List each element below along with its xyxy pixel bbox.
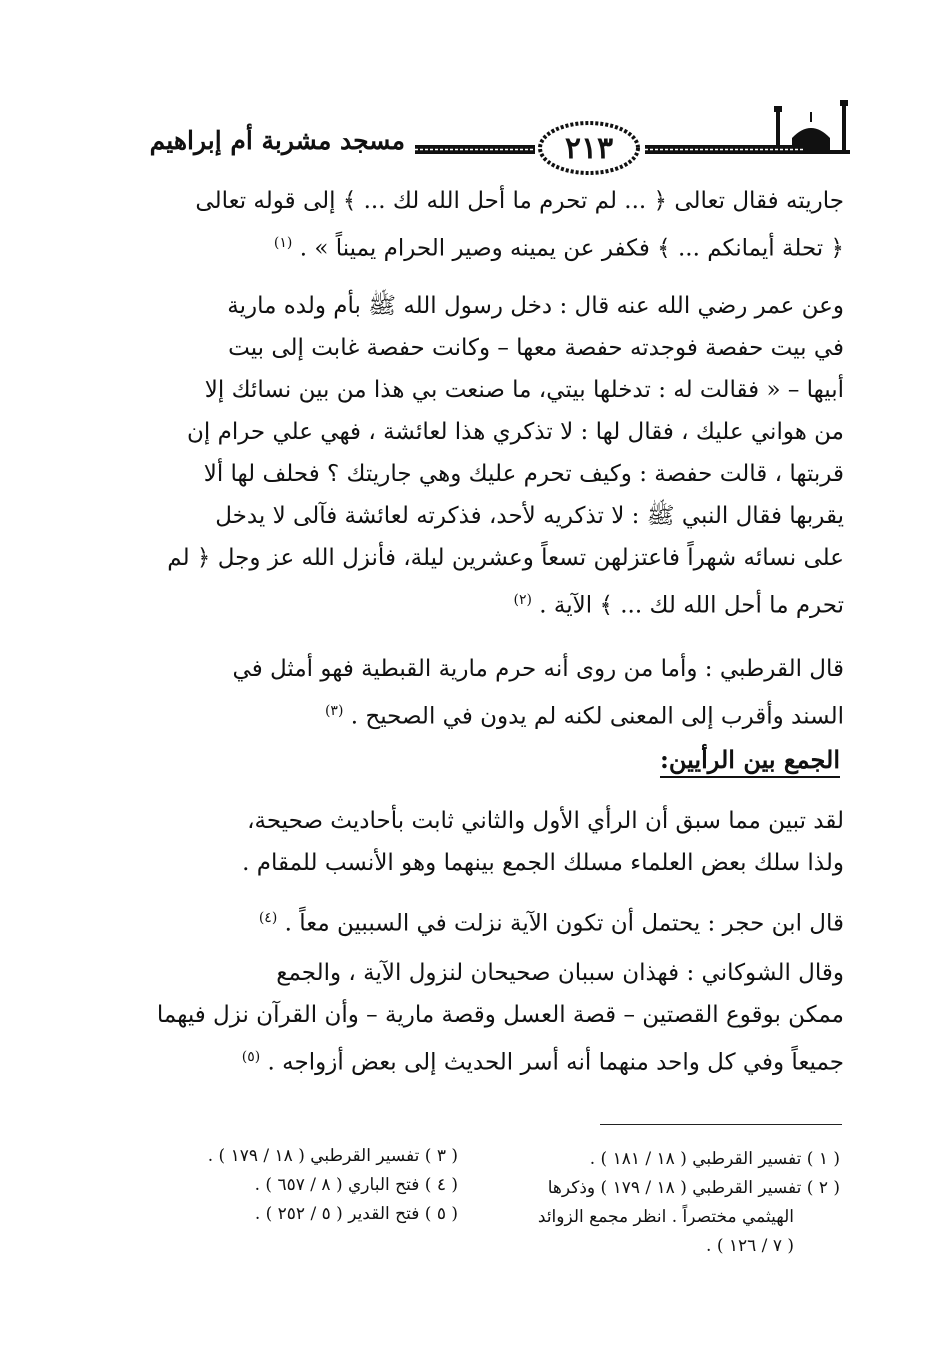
page-header [95,96,850,166]
text-line: وعن عمر رضي الله عنه قال : دخل رسول الله ﷺ بأم ولده مارية [227,293,844,319]
paragraph-4 [132,800,844,884]
running-title: مسجد مشربة أم إبراهيم [149,126,405,155]
footnote-item: ( ٧ / ١٢٦ ) . [706,1236,794,1256]
text-line: في بيت حفصة فوجدته حفصة معها – وكانت حفصة غابت إلى بيت [228,335,844,361]
footnotes-left-column [208,1142,458,1229]
chain-ornament-right [645,145,805,154]
text-line: السند وأقرب إلى المعنى لكنه لم يدون في الصحيح . $^{(٣)}$ [324,703,844,730]
text-line: ﴿ تحلة أيمانكم ... ﴾ فكفر عن يمينه وصير الحرام يميناً » . $^{(١)}$ [273,235,844,262]
text-line: تحرم ما أحل الله لك ... ﴾ الآية . $^{(٢)}$ [513,592,844,619]
footnote-item: ( ٥ ) فتح القدير ( ٥ / ٢٥٢ ) . [254,1204,458,1224]
footnote-item: ( ١ ) تفسير القرطبي ( ١٨ / ١٨١ ) . [589,1149,840,1169]
footnote-ref: (٤) [258,910,278,926]
footnotes-right-column [538,1145,840,1261]
footnote-ref: (٣) [324,703,344,719]
text-line: على نسائه شهراً فاعتزلهن تسعاً وعشرين ليلة، فأنزل الله عز وجل ﴿ لم [167,545,844,571]
page-number-text: ٢١٣ [564,130,614,166]
text-line: قربتها ، قالت حفصة : وكيف تحرم عليك وهي جاريتك ؟ فحلف لها ألا [203,461,844,487]
section-heading: الجمع بين الرأيين: [660,745,840,778]
paragraph-3 [132,648,844,738]
text-line: ولذا سلك بعض العلماء مسلك الجمع بينهما وهو الأنسب للمقام . [242,850,844,876]
footnote-ref: (٥) [241,1049,261,1065]
text-line: جميعاً وفي كل واحد منهما أنه أسر الحديث إلى بعض أزواجه . $^{(٥)}$ [241,1049,844,1076]
text-line: يقربها فقال النبي ﷺ : لا تذكريه لأحد، فذكرته لعائشة فآلى لا يدخل [215,503,844,529]
text-line: وقال الشوكاني : فهذان سببان صحيحان لنزول الآية ، والجمع [276,960,844,986]
paragraph-6 [132,952,844,1084]
footnote-item: الهيثمي مختصراً . انظر مجمع الزوائد [537,1207,794,1227]
paragraph-1 [132,180,844,270]
text-line: من هواني عليك ، فقال لها : لا تذكري هذا لعائشة ، فهي علي حرام إن [187,419,844,445]
footnote-item: ( ٤ ) فتح الباري ( ٨ / ٦٥٧ ) . [254,1175,458,1195]
paragraph-5 [132,897,844,945]
footnote-separator [600,1124,842,1125]
text-line: قال القرطبي : وأما من روى أنه حرم مارية القبطية فهو أمثل في [232,656,844,682]
text-line: قال ابن حجر : يحتمل أن تكون الآية نزلت في السببين معاً . $^{(٤)}$ [258,910,844,937]
text-line: أبيها – « فقالت له : تدخلها بيتي، ما صنعت بي هذا من بين نسائك إلا [204,377,844,403]
footnote-ref: (٢) [513,592,532,608]
text-line: لقد تبين مما سبق أن الرأي الأول والثاني ثابت بأحاديث صحيحة، [247,808,844,834]
footnote-ref: (١) [273,235,293,251]
chain-ornament-left [415,145,535,154]
footnote-item: ( ٣ ) تفسير القرطبي ( ١٨ / ١٧٩ ) . [207,1146,458,1166]
text-line: ممكن بوقوع القصتين – قصة العسل وقصة مارية – وأن القرآن نزل فيهما [156,1002,844,1028]
paragraph-2 [132,285,844,627]
footnote-item: ( ٢ ) تفسير القرطبي ( ١٨ / ١٧٩ ) وذكرها [547,1178,840,1198]
page-number [537,120,641,176]
text-line: جاريته فقال تعالى ﴿ ... لم تحرم ما أحل الله لك ... ﴾ إلى قوله تعالى [195,188,844,214]
